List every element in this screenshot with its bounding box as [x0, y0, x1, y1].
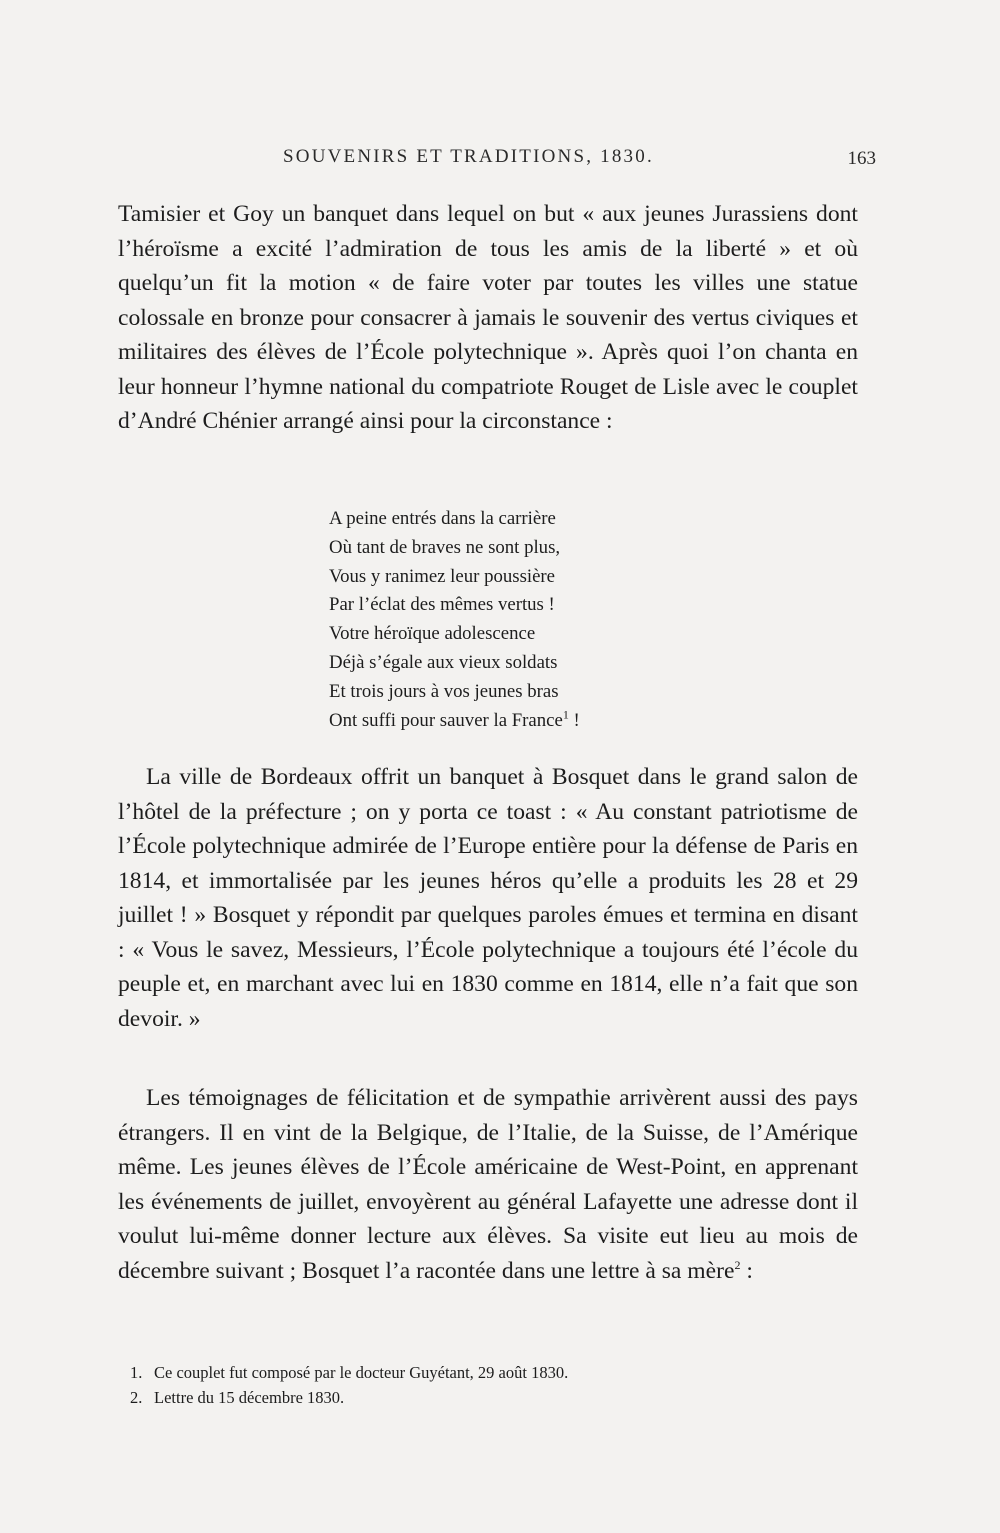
verse-line-last: [329, 707, 580, 736]
paragraph-continued: [118, 197, 858, 439]
verse-line-text: Ont suffi pour sauver la France: [329, 709, 563, 731]
paragraph-text: Les témoignages de félicitation et de sympathie arrivèrent aussi des pays étrangers. Il en vint de la Belgique, de l’Italie, de la Suisse, de l’Amérique même. Les jeunes élèves de l’École américaine de West-Point, en apprenant les événements de juillet, envoyèrent au général Lafayette une adresse dont il voulut lui-même donner lecture aux élèves. Sa visite eut lieu au mois de décembre suivant ; Bosquet l’a racontée dans une lettre à sa mère: [118, 1085, 858, 1284]
footnote-1: [130, 1360, 568, 1385]
verse-line-tail: !: [568, 709, 580, 731]
page-number: 163: [847, 148, 876, 169]
verse-line: Et trois jours à vos jeunes bras: [329, 680, 559, 702]
footnote-2: [130, 1385, 568, 1410]
paragraph-text: Tamisier et Goy un banquet dans lequel on but « aux jeunes Jurassiens dont l’héroïsme a excité l’admiration de tous les amis de la liberté » et où quelqu’un fit la motion « de faire voter par toutes les villes une statue colossale en bronze pour consacrer à jamais le souvenir des vertus civiques et militaires des élèves de l’École polytechnique ». Après quoi l’on chanta en leur honneur l’hymne national du compatriote Rouget de Lisle avec le couplet d’André Chénier arrangé ainsi pour la circonstance :: [118, 201, 858, 434]
verse-line: Par l’éclat des mêmes vertus !: [329, 594, 555, 616]
footnote-ref-1: 1: [562, 707, 569, 722]
paragraph-text: La ville de Bordeaux offrit un banquet à Bosquet dans le grand salon de l’hôtel de la préfecture ; on y porta ce toast : « Au constant patriotisme de l’École polytechnique admirée de l’Europe entière pour la défense de Paris en 1814, et immortalisée par les jeunes héros qu’elle a produits les 28 et 29 juillet ! » Bosquet y répondit par quelques paroles émues et termina en disant : « Vous le savez, Messieurs, l’École polytechnique a toujours été l’école du peuple et, en marchant avec lui en 1830 comme en 1814, elle n’a fait que son devoir. »: [118, 764, 858, 1032]
footnote-ref-2: 2: [734, 1257, 741, 1272]
verse-block: [329, 505, 580, 735]
verse-line: Où tant de braves ne sont plus,: [329, 536, 561, 558]
paragraph-bordeaux: [118, 760, 858, 1036]
footnote-number: 1.: [130, 1363, 143, 1382]
paragraph-text-container: [118, 1081, 858, 1288]
paragraph-tail: :: [740, 1257, 753, 1284]
footnote-number: 2.: [130, 1388, 143, 1407]
footnote-text: Ce couplet fut composé par le docteur Guyétant, 29 août 1830.: [154, 1363, 569, 1382]
verse-line: A peine entrés dans la carrière: [329, 508, 556, 529]
footnotes: [130, 1360, 568, 1410]
paragraph-temoignages: [118, 1081, 858, 1288]
running-head: [118, 146, 876, 176]
verse-line: Votre héroïque adolescence: [329, 623, 536, 645]
verse-line: Vous y ranimez leur poussière: [329, 565, 556, 587]
verse-line: Déjà s’égale aux vieux soldats: [329, 651, 558, 673]
footnote-text: Lettre du 15 décembre 1830.: [154, 1388, 345, 1407]
running-title: SOUVENIRS ET TRADITIONS, 1830.: [283, 146, 654, 167]
